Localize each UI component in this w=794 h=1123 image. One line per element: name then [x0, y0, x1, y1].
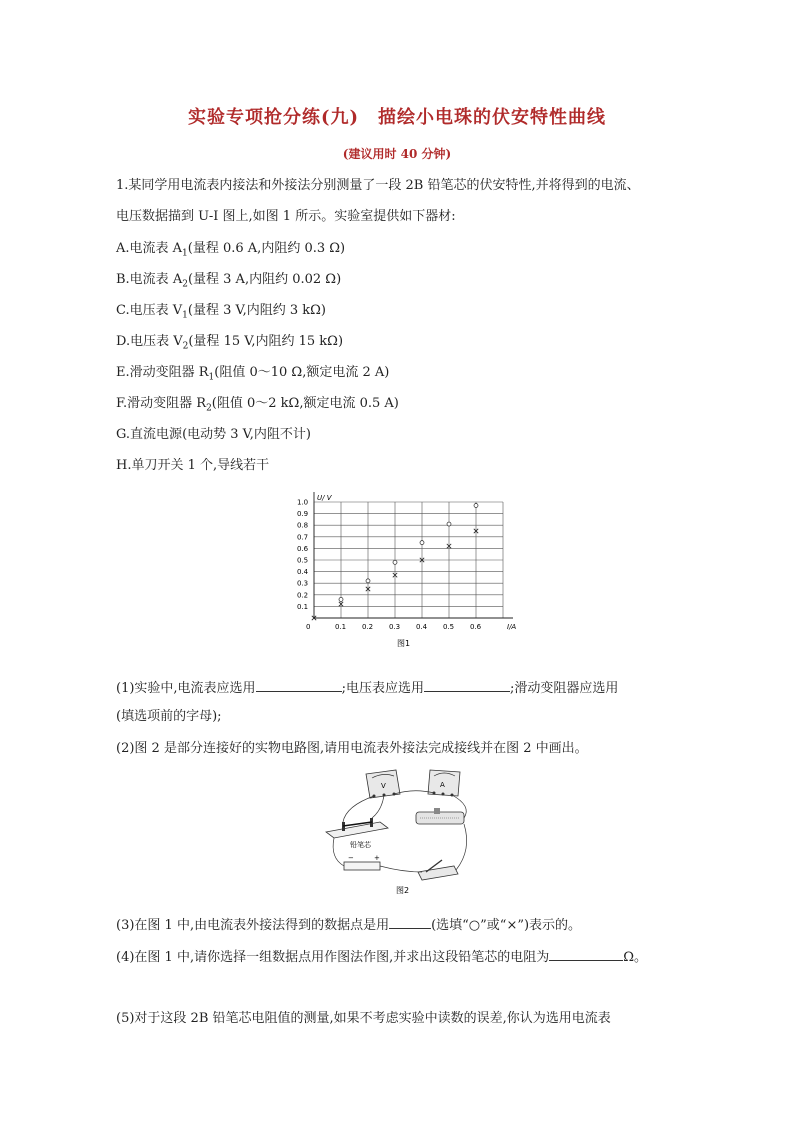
- option-h: H.单刀开关 1 个,导线若干: [116, 458, 270, 473]
- intro-line-1: 1.某同学用电流表内接法和外接法分别测量了一段 2B 铅笔芯的伏安特性,并将得到的电流、: [116, 178, 640, 193]
- q3-blank[interactable]: [389, 914, 431, 929]
- figure2-circuit: [322, 766, 482, 896]
- intro-line-2: 电压数据描到 U-I 图上,如图 1 所示。实验室提供如下器材:: [116, 209, 456, 224]
- svg-text:V: V: [381, 782, 386, 790]
- battery-icon: [344, 854, 380, 870]
- q4-text: (4)在图 1 中,请你选择一组数据点用作图法作图,并求出这段铅笔芯的电阻为 Ω。: [116, 946, 647, 967]
- figure1-caption: 图1: [397, 639, 411, 648]
- q3-text: (3)在图 1 中,由电流表外接法得到的数据点是用 (选填“○”或“×”)表示的。: [116, 914, 581, 935]
- x-tick-label: 0.3: [389, 623, 401, 631]
- q4-resistance-blank[interactable]: [549, 946, 623, 961]
- y-tick-label: 0.7: [297, 533, 309, 542]
- option-c: C.电压表 $V_1$(量程 3 V,内阻约 3 kΩ): [116, 303, 326, 321]
- x-tick-label: 0.2: [362, 623, 374, 631]
- y-tick-label: 0.3: [297, 579, 309, 588]
- option-g: G.直流电源(电动势 3 V,内阻不计): [116, 427, 311, 442]
- y-tick-label: 0.1: [297, 602, 309, 611]
- q1-line-2: (填选项前的字母);: [116, 709, 222, 724]
- page-title: 实验专项抢分练(九) 描绘小电珠的伏安特性曲线: [187, 107, 607, 128]
- data-point-circle: [366, 579, 370, 583]
- option-d: D.电压表 $V_2$(量程 15 V,内阻约 15 kΩ): [116, 334, 344, 352]
- data-point-circle: [393, 560, 397, 564]
- y-tick-label: 0.9: [297, 510, 309, 519]
- y-tick-label: 0.2: [297, 591, 309, 600]
- x-tick-label: 0.4: [416, 623, 428, 631]
- data-point-circle: [420, 541, 424, 545]
- svg-text:A: A: [440, 781, 445, 789]
- x-tick-label: 0.6: [470, 623, 482, 631]
- switch-icon: [418, 860, 458, 880]
- pencil-lead-icon: [326, 818, 388, 838]
- y-tick-label: 0.5: [297, 556, 309, 565]
- y-tick-label: 0.6: [297, 544, 309, 553]
- data-point-circle: [447, 522, 451, 526]
- x-tick-label: 0.1: [335, 623, 347, 631]
- origin-label: 0: [306, 623, 311, 631]
- pencil-lead-label: 铅笔芯: [350, 841, 371, 849]
- q2-text: (2)图 2 是部分连接好的实物电路图,请用电流表外接法完成接线并在图 2 中画出。: [116, 741, 588, 756]
- figure1-ui-chart: [290, 484, 520, 656]
- figure2-caption: 图2: [396, 886, 410, 895]
- data-point-circle: [474, 503, 478, 507]
- option-e: E.滑动变阻器 $R_1$(阻值 0～10 Ω,额定电流 2 A): [116, 365, 390, 383]
- y-tick-label: 0.8: [297, 521, 309, 530]
- time-hint: (建议用时 40 分钟): [342, 147, 452, 161]
- rheostat-icon: [416, 808, 464, 824]
- option-a: A.电流表 $A_1$(量程 0.6 A,内阻约 0.3 Ω): [116, 241, 346, 259]
- q1-line-1: (1)实验中,电流表应选用 ;电压表应选用 ;滑动变阻器应选用: [116, 677, 618, 698]
- y-tick-label: 0.4: [297, 568, 309, 577]
- x-axis-label: I/A: [507, 623, 517, 631]
- y-tick-label: 1.0: [297, 498, 309, 507]
- q1-voltmeter-blank[interactable]: [424, 677, 510, 692]
- data-point-circle: [339, 597, 343, 601]
- option-f: F.滑动变阻器 $R_2$(阻值 0～2 kΩ,额定电流 0.5 A): [116, 396, 399, 414]
- svg-text:−: −: [348, 854, 354, 862]
- q5-text: (5)对于这段 2B 铅笔芯电阻值的测量,如果不考虑实验中读数的误差,你认为选用电流表: [116, 1011, 611, 1026]
- svg-text:+: +: [374, 854, 380, 862]
- x-tick-label: 0.5: [443, 623, 455, 631]
- q1-ammeter-blank[interactable]: [256, 677, 342, 692]
- option-b: B.电流表 $A_2$(量程 3 A,内阻约 0.02 Ω): [116, 272, 342, 290]
- y-axis-label: U/ V: [317, 494, 332, 502]
